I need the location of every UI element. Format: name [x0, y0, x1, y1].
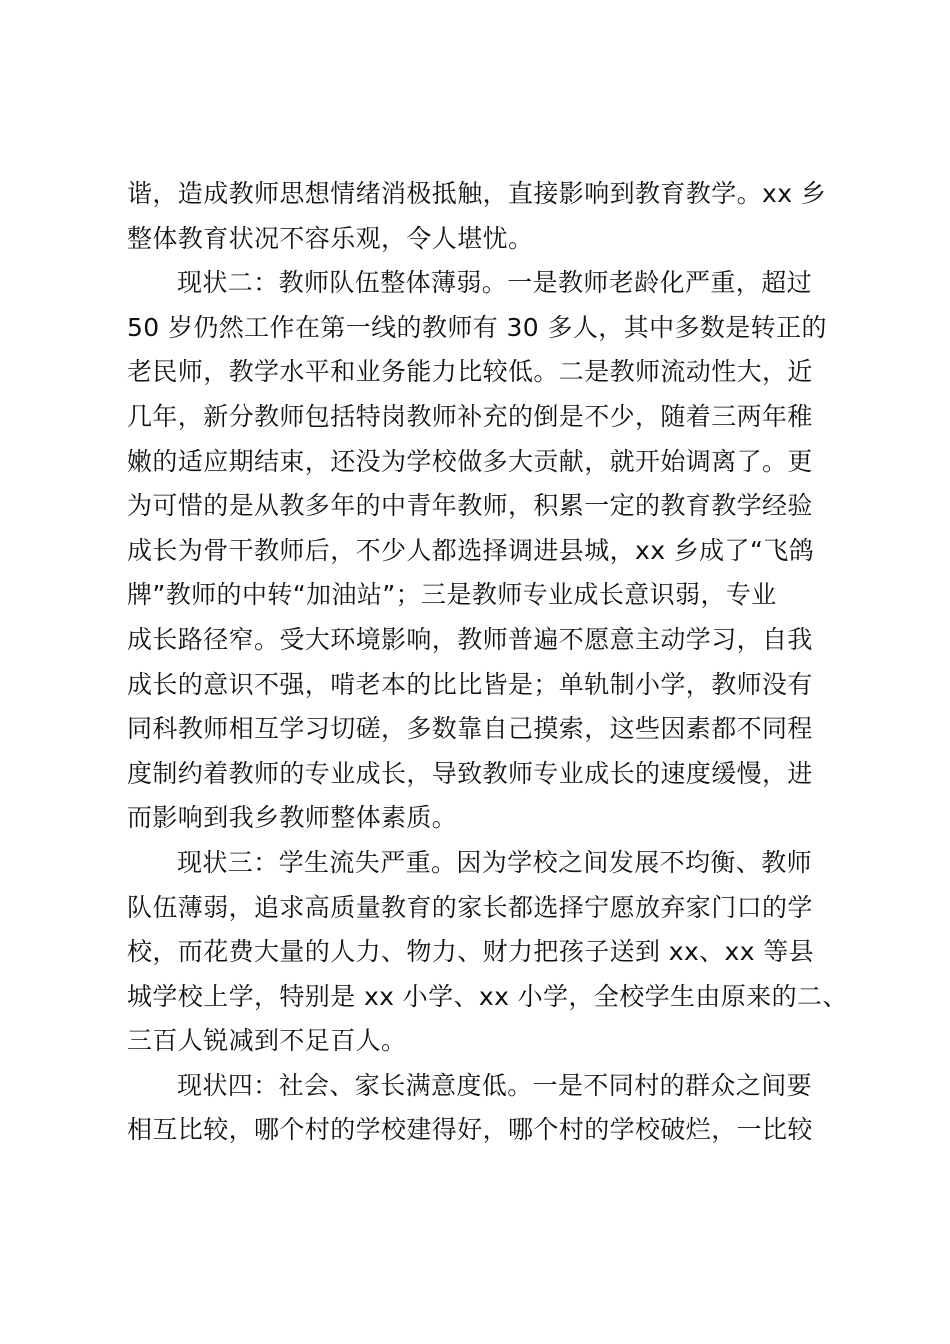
- paragraph-2: [127, 261, 847, 841]
- paragraph-1: [127, 172, 847, 261]
- document-body: [127, 172, 847, 1153]
- text-line: 成长路径窄。受大环境影响，教师普遍不愿意主动学习，自我: [127, 624, 813, 654]
- text-line: 牌”教师的中转“加油站”；三是教师专业成长意识弱，专业: [127, 580, 777, 610]
- paragraph-3: [127, 841, 847, 1064]
- text-line: 老民师，教学水平和业务能力比较低。二是教师流动性大，近: [127, 357, 813, 387]
- text-line: 相互比较，哪个村的学校建得好，哪个村的学校破烂，一比较: [127, 1115, 813, 1145]
- text-line: 为可惜的是从教多年的中青年教师，积累一定的教育教学经验: [127, 491, 813, 521]
- text-line: 现状三：学生流失严重。因为学校之间发展不均衡、教师: [177, 847, 813, 877]
- text-line: 50 岁仍然工作在第一线的教师有 30 多人，其中多数是转正的: [127, 312, 827, 342]
- paragraph-4: [127, 1064, 847, 1153]
- text-line: 城学校上学，特别是 xx 小学、xx 小学，全校学生由原来的二、: [127, 981, 848, 1011]
- text-line: 度制约着教师的专业成长，导致教师专业成长的速度缓慢，进: [127, 758, 813, 788]
- text-line: 几年，新分教师包括特岗教师补充的倒是不少，随着三两年稚: [127, 401, 813, 431]
- text-line: 而影响到我乡教师整体素质。: [127, 803, 458, 833]
- text-line: 谐，造成教师思想情绪消极抵触，直接影响到教育教学。xx 乡: [127, 179, 827, 208]
- text-line: 现状四：社会、家长满意度低。一是不同村的群众之间要: [177, 1070, 813, 1100]
- text-line: 成长为骨干教师后，不少人都选择调进县城，xx 乡成了“飞鸽: [127, 535, 815, 565]
- text-line: 同科教师相互学习切磋，多数靠自己摸索，这些因素都不同程: [127, 714, 813, 744]
- text-line: 三百人锐减到不足百人。: [127, 1026, 407, 1056]
- text-line: 队伍薄弱，追求高质量教育的家长都选择宁愿放弃家门口的学: [127, 892, 813, 922]
- text-line: 嫩的适应期结束，还没为学校做多大贡献，就开始调离了。更: [127, 446, 813, 476]
- text-line: 整体教育状况不容乐观，令人堪忧。: [127, 223, 534, 253]
- text-line: 校，而花费大量的人力、物力、财力把孩子送到 xx、xx 等县: [127, 937, 815, 967]
- text-line: 成长的意识不强，啃老本的比比皆是；单轨制小学，教师没有: [127, 669, 813, 699]
- text-line: 现状二：教师队伍整体薄弱。一是教师老龄化严重，超过: [177, 268, 813, 298]
